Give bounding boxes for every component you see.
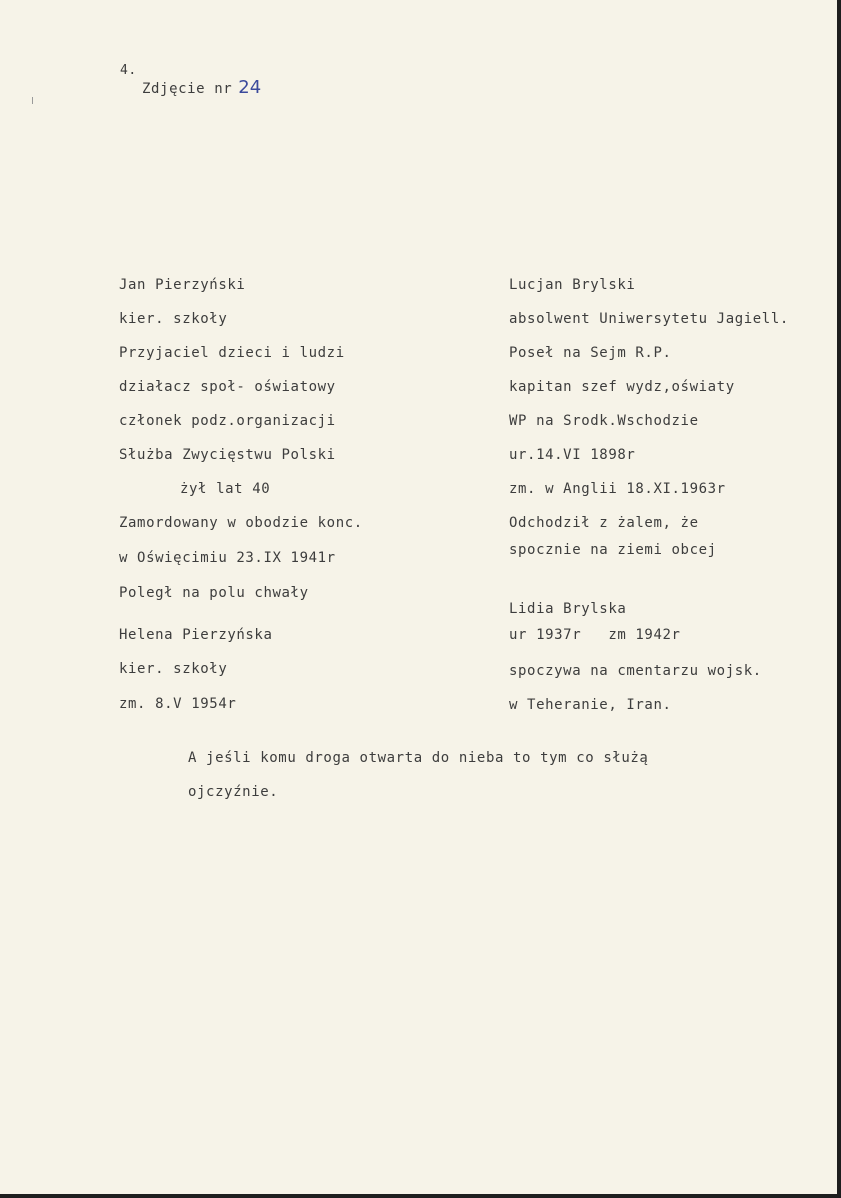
right-line-middle-east: WP na Srodk.Wschodzie [509, 413, 699, 429]
right-line-captain: kapitan szef wydz,oświaty [509, 379, 735, 395]
right-line-born: ur.14.VI 1898r [509, 447, 636, 463]
scan-mark [32, 97, 33, 104]
right-line-foreign-land: spocznie na ziemi obcej [509, 542, 717, 558]
right-line-died: zm. w Anglii 18.XI.1963r [509, 481, 726, 497]
left-line-member: członek podz.organizacji [119, 413, 336, 429]
left-line-name: Jan Pierzyński [119, 277, 246, 293]
left-line-age: żył lat 40 [180, 481, 271, 497]
motto-line-1: A jeśli komu droga otwarta do nieba to tym co służą [188, 750, 649, 766]
left-line-helena: Helena Pierzyńska [119, 627, 273, 643]
right-line-graduate: absolwent Uniwersytetu Jagiell. [509, 311, 789, 327]
left-line-role: kier. szkoły [119, 311, 228, 327]
right-line-deputy: Poseł na Sejm R.P. [509, 345, 672, 361]
photo-caption [142, 79, 261, 98]
right-line-lidia-dates: ur 1937r zm 1942r [509, 627, 681, 643]
caption-label: Zdjęcie nr [142, 81, 233, 97]
left-line-helena-death: zm. 8.V 1954r [119, 696, 237, 712]
left-line-fallen: Poległ na polu chwały [119, 585, 309, 601]
left-line-activist: działacz społ- oświatowy [119, 379, 336, 395]
left-line-helena-role: kier. szkoły [119, 661, 228, 677]
right-line-regret: Odchodził z żalem, że [509, 515, 699, 531]
left-line-murdered: Zamordowany w obodzie konc. [119, 515, 363, 531]
motto-line-2: ojczyźnie. [188, 784, 279, 800]
left-line-auschwitz: w Oświęcimiu 23.IX 1941r [119, 550, 336, 566]
page-number: 4. [120, 63, 137, 78]
right-line-lidia: Lidia Brylska [509, 601, 627, 617]
left-line-organization: Służba Zwycięstwu Polski [119, 447, 336, 463]
right-line-tehran: w Teheranie, Iran. [509, 697, 672, 713]
right-line-name: Lucjan Brylski [509, 277, 636, 293]
handwritten-photo-number: 24 [238, 77, 262, 98]
left-line-friend: Przyjaciel dzieci i ludzi [119, 345, 345, 361]
right-line-cemetery: spoczywa na cmentarzu wojsk. [509, 663, 762, 679]
